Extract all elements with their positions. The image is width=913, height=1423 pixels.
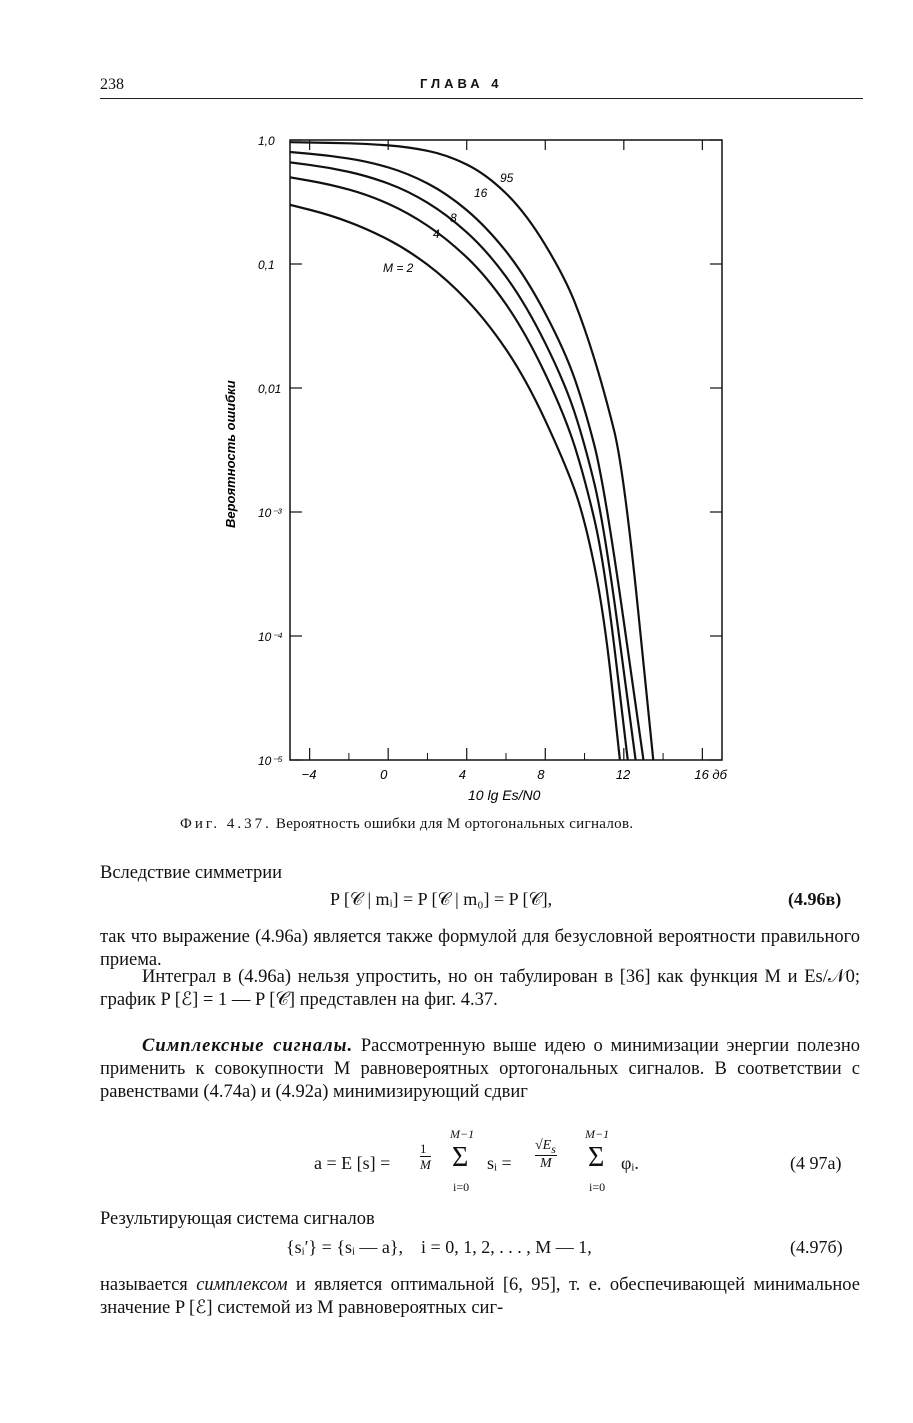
- chapter-title: ГЛАВА 4: [420, 76, 503, 91]
- paragraph-resulting: Результирующая система сигналов: [100, 1209, 375, 1229]
- eq2-sum1-top: M−1: [450, 1127, 475, 1141]
- paragraph-integral: Интеграл в (4.96а) нельзя упростить, но он табулирован в [36] как функция M и Es/𝒩0; график P [ℰ] = 1 — P [𝒞] представлен на фиг. 4.37.: [100, 967, 860, 1010]
- equation-number-497b: (4.97б): [790, 1237, 843, 1257]
- series-label: 95: [500, 171, 514, 185]
- caption-text: Вероятность ошибки для M ортогональных сигналов.: [275, 816, 634, 832]
- simplex-heading: Симплексные сигналы.: [142, 1036, 354, 1056]
- curve-series: [290, 152, 643, 760]
- plot-frame: [290, 140, 722, 760]
- x-tick-label: 4: [458, 767, 466, 782]
- x-tick-label: 8: [537, 767, 545, 782]
- eq2-left: a = E [s] =: [314, 1153, 391, 1173]
- series-label: 8: [450, 211, 457, 225]
- x-axis-label: 10 lg Es/N0: [468, 787, 541, 803]
- x-tick-label: 16 дб: [694, 767, 727, 782]
- eq2-sum2-bottom: i=0: [589, 1180, 606, 1194]
- curve-series: [290, 162, 636, 760]
- paragraph-simplex-definition: [100, 1274, 860, 1320]
- paragraph-simplex: [100, 1035, 860, 1104]
- y-tick-label: 1,0: [258, 134, 275, 148]
- equation-number-497a: (4 97а): [790, 1153, 842, 1173]
- paragraph-unconditional: так что выражение (4.96а) является также формулой для безусловной вероятности правильного приема.: [100, 927, 860, 970]
- eq2-mid: sᵢ =: [487, 1153, 512, 1173]
- series-label: 16: [474, 186, 488, 200]
- caption-label: Фиг. 4.37.: [180, 816, 272, 832]
- equation-number-496v: (4.96в): [788, 889, 842, 909]
- eq2-sum1: Σ: [452, 1142, 469, 1173]
- x-tick-label: 0: [380, 767, 388, 782]
- series-label: M = 2: [383, 261, 414, 275]
- p6-end: и является оптимальной [6, 95], т. е. обеспечивающей минимальное значение P [ℰ] системой из M равновероятных сиг-: [100, 1275, 860, 1318]
- page-number: 238: [100, 76, 124, 93]
- curve-series: [290, 142, 653, 760]
- x-tick-label: 12: [615, 767, 631, 782]
- y-tick-label: 0,1: [258, 258, 275, 272]
- y-tick-label: 10⁻⁵: [258, 754, 283, 768]
- eq2-sum2: Σ: [588, 1142, 605, 1173]
- equation-496v: P [𝒞 | mᵢ] = P [𝒞 | m₀] = P [𝒞],: [330, 889, 553, 909]
- y-tick-label: 10⁻³: [258, 506, 282, 520]
- p6-start: называется: [100, 1275, 188, 1295]
- simplex-text: Рассмотренную выше идею о минимизации энергии полезно применить к совокупности M равновероятных ортогональных сигналов. В соответствии с равенствами (4.74а) и (4.92а) минимизирующий сдвиг: [100, 1036, 860, 1102]
- p6-emphasis: симплексом: [196, 1275, 288, 1295]
- eq2-right: φᵢ.: [621, 1153, 639, 1173]
- eq2-frac2: $√E_s$ M: [535, 1138, 556, 1171]
- series-label: 4: [433, 227, 440, 241]
- equation-497b: {sᵢ′} = {sᵢ — a}, i = 0, 1, 2, . . . , M — 1,: [286, 1237, 592, 1257]
- eq2-frac1: 1 M: [420, 1141, 431, 1172]
- y-tick-label: 10⁻⁴: [258, 630, 283, 644]
- x-tick-label: −4: [301, 767, 317, 782]
- eq2-sum1-bottom: i=0: [453, 1180, 470, 1194]
- y-axis-label: Вероятность ошибки: [223, 380, 238, 528]
- curve-series: [290, 177, 628, 760]
- eq2-sum2-top: M−1: [585, 1127, 610, 1141]
- paragraph-symmetry: Вследствие симметрии: [100, 863, 283, 883]
- curve-series: [290, 205, 620, 760]
- figure-caption: [180, 816, 633, 833]
- y-tick-label: 0,01: [258, 382, 282, 396]
